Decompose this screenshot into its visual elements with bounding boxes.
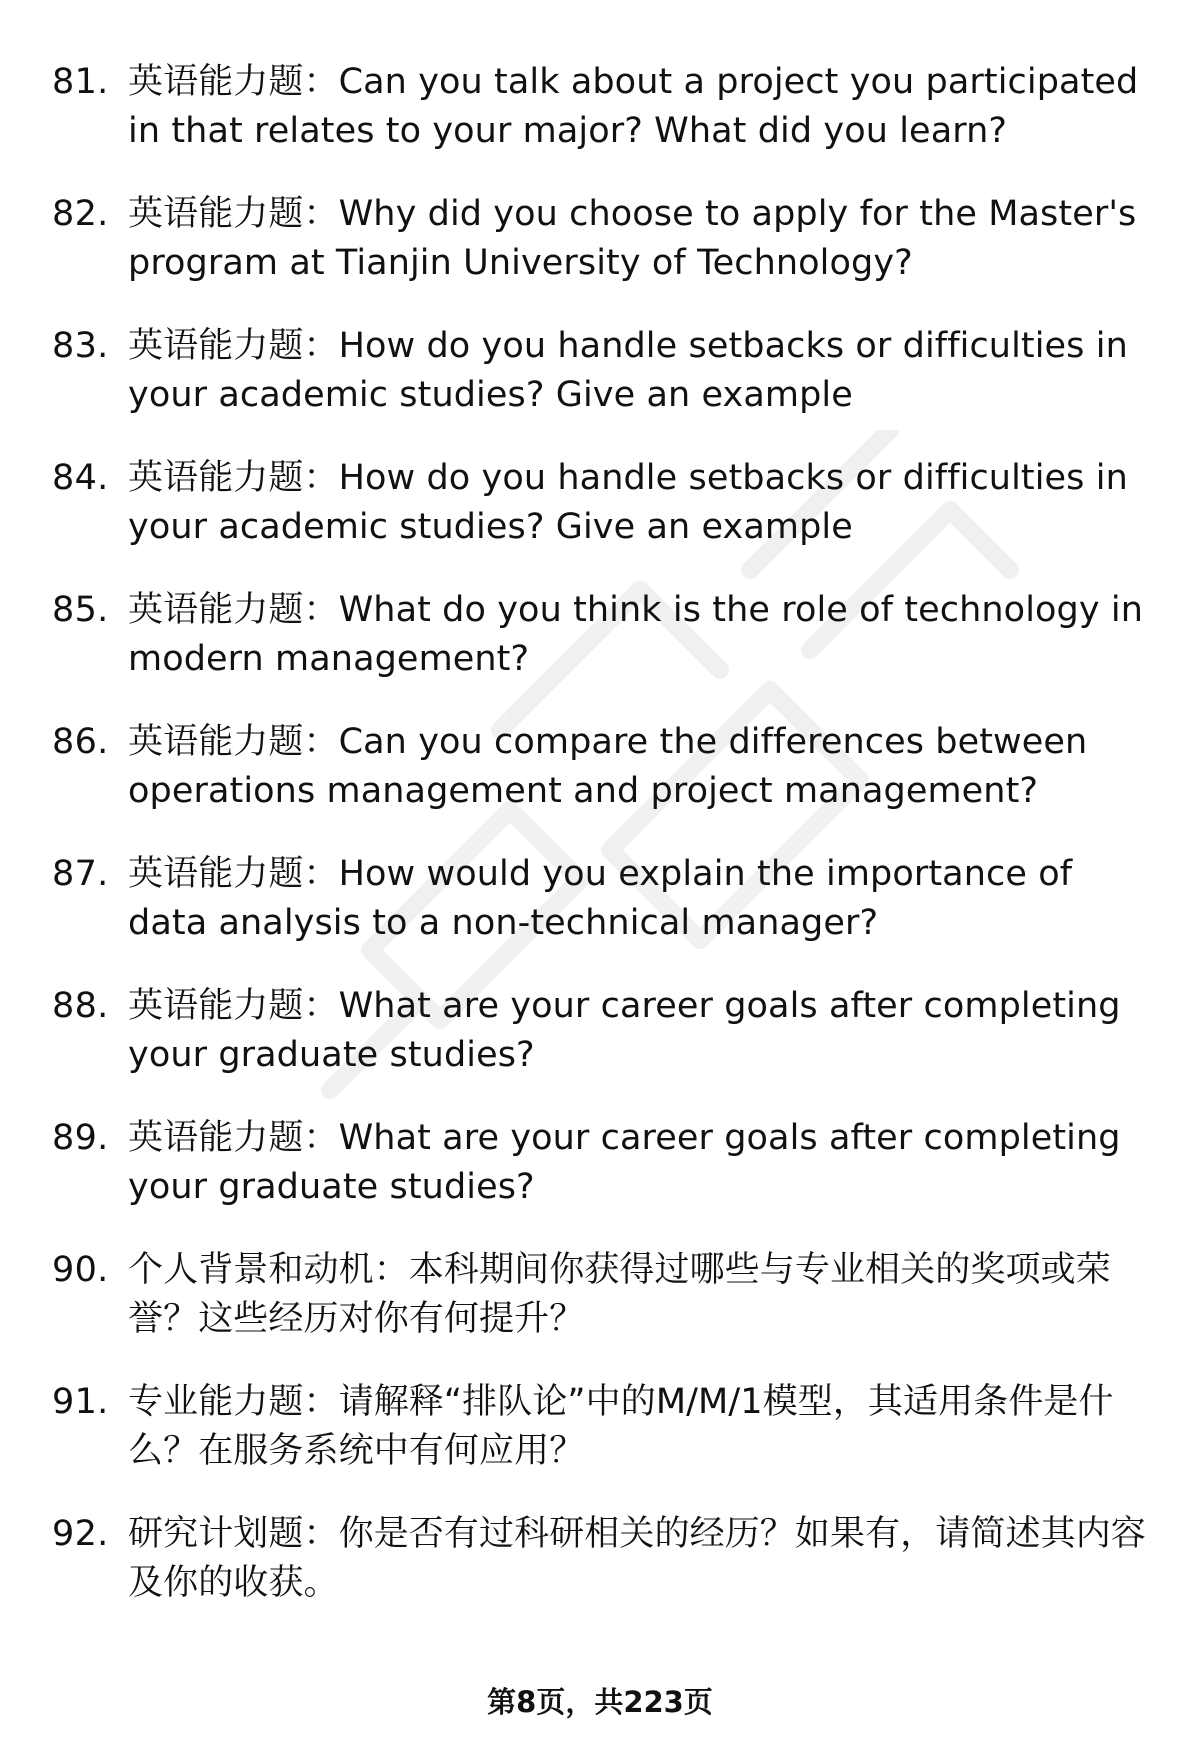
question-text: 英语能力题：What do you think is the role of technology in modern management? [128,590,1143,679]
question-number: 81. [52,62,109,102]
question-text: 研究计划题：你是否有过科研相关的经历？如果有，请简述其内容及你的收获。 [128,1514,1146,1603]
question-text: 专业能力题：请解释“排队论”中的M/M/1模型，其适用条件是什么？在服务系统中有何应用？ [128,1382,1114,1471]
question-list [52,58,1162,1642]
question-number: 85. [52,590,109,630]
question-item [52,454,1162,586]
question-number: 82. [52,194,109,234]
question-text: 英语能力题：Can you talk about a project you participated in that relates to your major? What did you learn? [128,62,1139,151]
question-number: 84. [52,458,109,498]
question-item [52,1246,1162,1378]
question-number: 92. [52,1514,109,1554]
question-item [52,586,1162,718]
question-text: 英语能力题：What are your career goals after completing your graduate studies? [128,986,1121,1075]
question-item [52,850,1162,982]
question-text: 英语能力题：How would you explain the importance of data analysis to a non-technical manager? [128,854,1073,943]
question-number: 89. [52,1118,109,1158]
question-item [52,718,1162,850]
question-text: 个人背景和动机：本科期间你获得过哪些与专业相关的奖项或荣誉？这些经历对你有何提升？ [128,1250,1111,1339]
question-text: 英语能力题：What are your career goals after completing your graduate studies? [128,1118,1121,1207]
question-item [52,1114,1162,1246]
question-item [52,190,1162,322]
question-item [52,1378,1162,1510]
question-number: 88. [52,986,109,1026]
question-item [52,982,1162,1114]
question-number: 86. [52,722,109,762]
question-number: 90. [52,1250,109,1290]
question-number: 87. [52,854,109,894]
page-footer: 第8页，共223页 [487,1685,713,1719]
question-number: 83. [52,326,109,366]
question-text: 英语能力题：How do you handle setbacks or difficulties in your academic studies? Give an example [128,458,1128,547]
question-text: 英语能力题：Why did you choose to apply for the Master's program at Tianjin University of Technology? [128,194,1137,283]
question-item [52,1510,1162,1642]
question-item [52,322,1162,454]
question-text: 英语能力题：Can you compare the differences between operations management and project management? [128,722,1088,811]
question-item [52,58,1162,190]
question-number: 91. [52,1382,109,1422]
question-text: 英语能力题：How do you handle setbacks or difficulties in your academic studies? Give an example [128,326,1128,415]
